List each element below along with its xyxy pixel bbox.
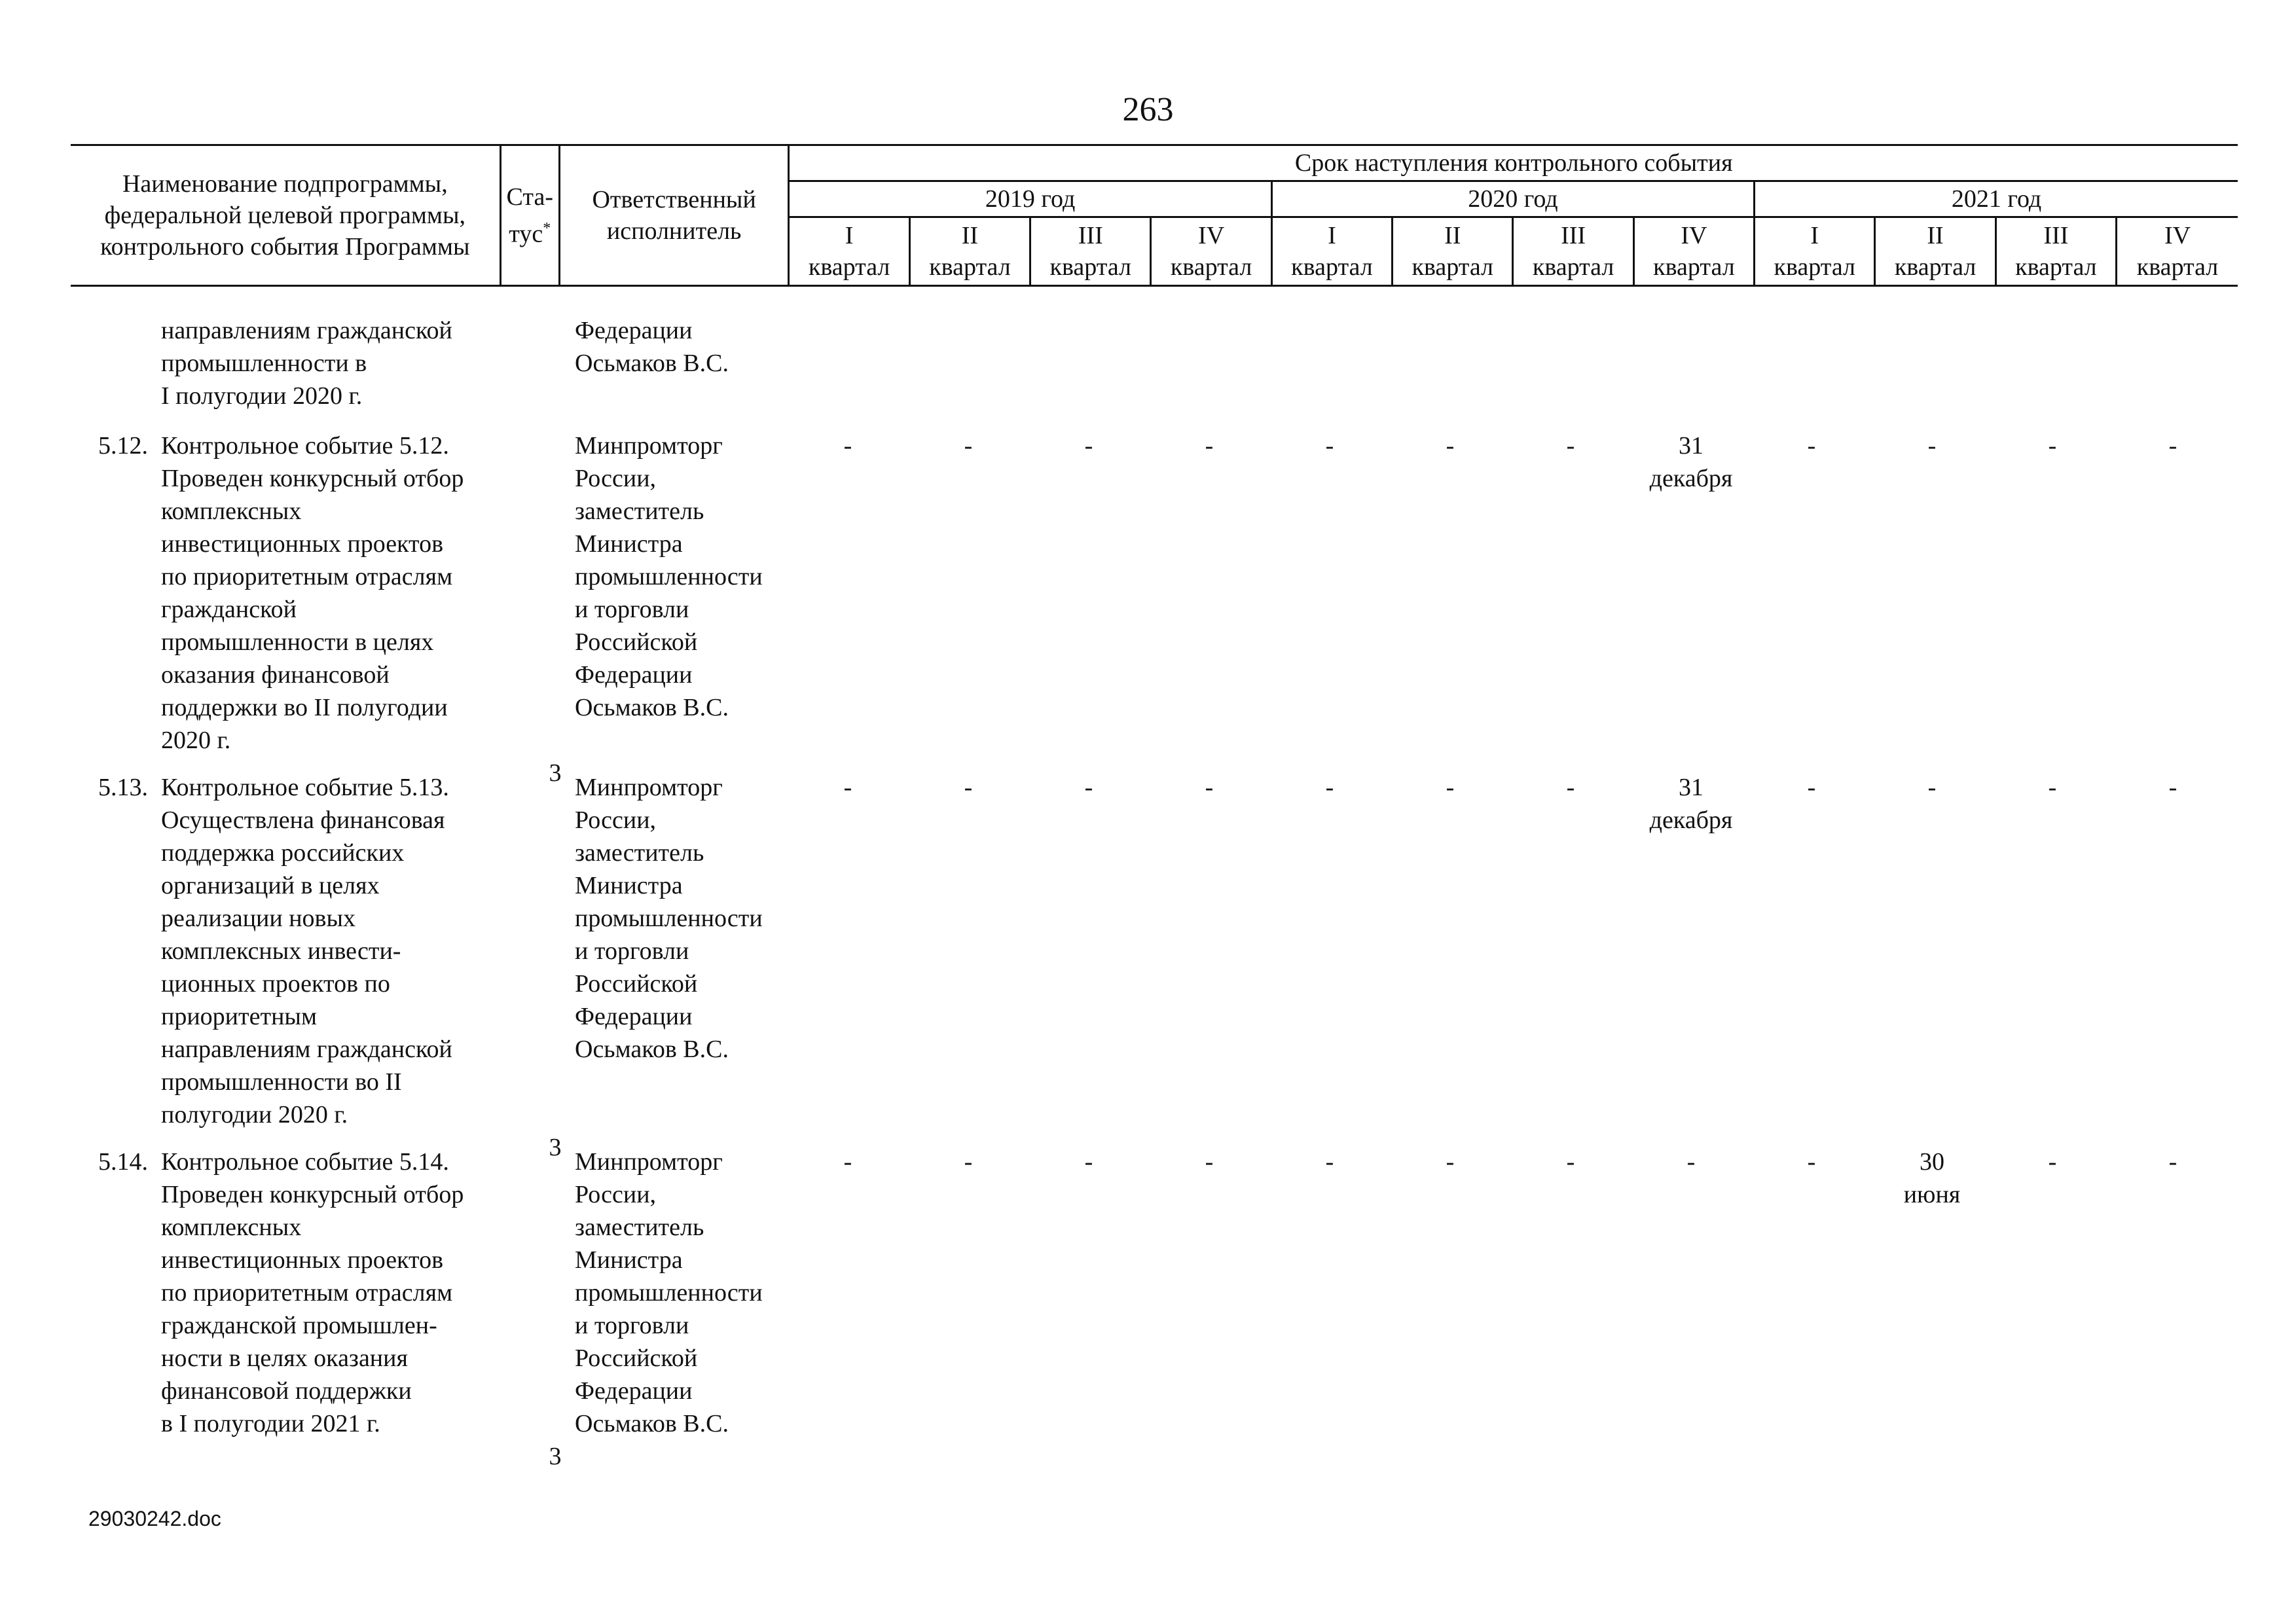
quarter-deadline-cell: - (1084, 432, 1093, 460)
header-year-2019: 2019 год (789, 181, 1271, 217)
header-year-2021: 2021 год (1755, 181, 2238, 217)
event-name: Контрольное событие 5.12. Проведен конкурсный отбор комплексных инвестиционных проектов по приоритетным отраслям гражданской промышленности в целях оказания финансовой поддержки во II полугодии 2020 г. (161, 432, 464, 754)
quarter-deadline-cell: - (1686, 1148, 1696, 1176)
header-quarter-5 (1271, 217, 1392, 286)
row-number: 5.13. (98, 774, 148, 801)
header-quarter-word: квартал (1049, 253, 1132, 281)
quarter-deadline-cell: 31 декабря (1649, 432, 1733, 492)
header-quarter-word: квартал (1170, 253, 1252, 281)
quarter-deadline-cell: - (2048, 432, 2057, 460)
header-quarter-word: квартал (1532, 253, 1614, 281)
quarter-deadline-cell: - (2048, 774, 2057, 801)
quarter-deadline-cell: 31 декабря (1649, 774, 1733, 834)
quarter-deadline-cell: - (1927, 774, 1937, 801)
header-quarter-12 (2117, 217, 2238, 286)
header-status-mark: * (543, 219, 551, 237)
header-quarter-number: I (845, 222, 854, 249)
quarter-deadline-cell: - (2168, 1148, 2178, 1176)
event-name: Контрольное событие 5.13. Осуществлена финансовая поддержка российских организаций в целях реализации новых комплексных инвести- ционных проектов по приоритетным направлениям гражданской промышленности во II полугодии 2020 г. (161, 774, 452, 1128)
quarter-deadline-cell: - (1325, 774, 1334, 801)
quarter-deadline-cell: 30 июня (1903, 1148, 1961, 1208)
header-quarter-number: I (1810, 222, 1819, 249)
quarter-deadline-cell: - (1566, 432, 1575, 460)
header-quarter-word: квартал (1653, 253, 1735, 281)
quarter-deadline-cell: - (1205, 1148, 1214, 1176)
event-status: 3 (549, 759, 562, 787)
header-quarter-2 (909, 217, 1030, 286)
header-quarter-number: IV (1198, 222, 1225, 249)
table-row (71, 1146, 2238, 1470)
quarter-deadline-cell: - (964, 1148, 973, 1176)
quarter-deadline-cell: - (843, 774, 852, 801)
table-row (71, 771, 2238, 1161)
event-name: Контрольное событие 5.14. Проведен конкурсный отбор комплексных инвестиционных проектов по приоритетным отраслям гражданской промышлен- ности в целях оказания финансовой поддержки в I полугодии 2021 г. (161, 1148, 464, 1437)
header-quarter-number: IV (1681, 222, 1707, 249)
header-quarter-number: II (1927, 222, 1944, 249)
header-quarter-4 (1151, 217, 1271, 286)
quarter-deadline-cell: - (2048, 1148, 2057, 1176)
quarter-deadline-cell: - (2168, 432, 2178, 460)
header-quarter-number: I (1328, 222, 1336, 249)
quarter-deadline-cell: - (1446, 1148, 1455, 1176)
row-number: 5.14. (98, 1148, 148, 1176)
event-responsible: Федерации Осьмаков В.С. (575, 317, 729, 377)
header-status-bottom: тус (509, 220, 543, 248)
header-quarter-number: III (2043, 222, 2069, 249)
quarter-deadline-cell: - (1325, 1148, 1334, 1176)
row-number: 5.12. (98, 432, 148, 460)
table-header (71, 144, 2238, 287)
header-quarter-6 (1393, 217, 1513, 286)
header-quarter-3 (1030, 217, 1151, 286)
event-responsible: Минпромторг России, заместитель Министра промышленности и торговли Российской Федерации Осьмаков В.С. (575, 774, 763, 1063)
header-quarter-number: III (1561, 222, 1586, 249)
header-quarter-number: IV (2164, 222, 2191, 249)
event-responsible: Минпромторг России, заместитель Министра промышленности и торговли Российской Федерации Осьмаков В.С. (575, 432, 763, 721)
header-quarter-8 (1633, 217, 1754, 286)
quarter-deadline-cell: - (1084, 774, 1093, 801)
header-responsible-column: Ответственный исполнитель (559, 145, 789, 286)
quarter-deadline-cell: - (2168, 774, 2178, 801)
event-status: 3 (549, 1443, 562, 1470)
event-responsible: Минпромторг России, заместитель Министра промышленности и торговли Российской Федерации Осьмаков В.С. (575, 1148, 763, 1437)
quarter-deadline-cell: - (1566, 1148, 1575, 1176)
header-quarter-word: квартал (1291, 253, 1373, 281)
header-quarter-word: квартал (2015, 253, 2097, 281)
quarter-deadline-cell: - (1807, 432, 1816, 460)
table-row (71, 429, 2238, 787)
header-year-2020: 2020 год (1271, 181, 1754, 217)
quarter-deadline-cell: - (1325, 432, 1334, 460)
header-status-top: Ста- (506, 183, 553, 211)
quarter-deadline-cell: - (1566, 774, 1575, 801)
quarter-deadline-cell: - (964, 774, 973, 801)
header-status-column (500, 145, 559, 286)
quarter-deadline-cell: - (964, 432, 973, 460)
quarter-deadline-cell: - (1205, 432, 1214, 460)
quarter-deadline-cell: - (1807, 1148, 1816, 1176)
table-row (71, 314, 2238, 412)
header-quarter-number: III (1078, 222, 1103, 249)
header-quarter-9 (1755, 217, 1875, 286)
quarter-deadline-cell: - (843, 432, 852, 460)
table-body (71, 314, 2238, 1470)
quarter-deadline-cell: - (1927, 432, 1937, 460)
page-number: 263 (1122, 91, 1174, 128)
quarter-deadline-cell: - (843, 1148, 852, 1176)
header-quarter-1 (789, 217, 909, 286)
event-name: направлениям гражданской промышленности в I полугодии 2020 г. (161, 317, 452, 410)
header-name-column: Наименование подпрограммы, федеральной целевой программы, контрольного события Программы (71, 145, 500, 286)
header-quarter-word: квартал (1894, 253, 1977, 281)
event-status: 3 (549, 1134, 562, 1161)
header-quarter-word: квартал (929, 253, 1011, 281)
header-quarter-word: квартал (2136, 253, 2219, 281)
quarter-deadline-cell: - (1205, 774, 1214, 801)
header-quarter-10 (1875, 217, 1995, 286)
header-quarter-word: квартал (1412, 253, 1494, 281)
quarter-deadline-cell: - (1807, 774, 1816, 801)
quarter-deadline-cell: - (1446, 432, 1455, 460)
header-quarter-word: квартал (808, 253, 890, 281)
header-quarter-number: II (1444, 222, 1461, 249)
header-deadline-column: Срок наступления контрольного события (789, 145, 2238, 181)
header-quarter-word: квартал (1774, 253, 1855, 281)
document-filename: 29030242.doc (88, 1507, 221, 1530)
header-quarter-7 (1513, 217, 1633, 286)
quarter-deadline-cell: - (1446, 774, 1455, 801)
quarter-deadline-cell: - (1084, 1148, 1093, 1176)
header-quarter-number: II (961, 222, 979, 249)
header-quarter-11 (1995, 217, 2116, 286)
